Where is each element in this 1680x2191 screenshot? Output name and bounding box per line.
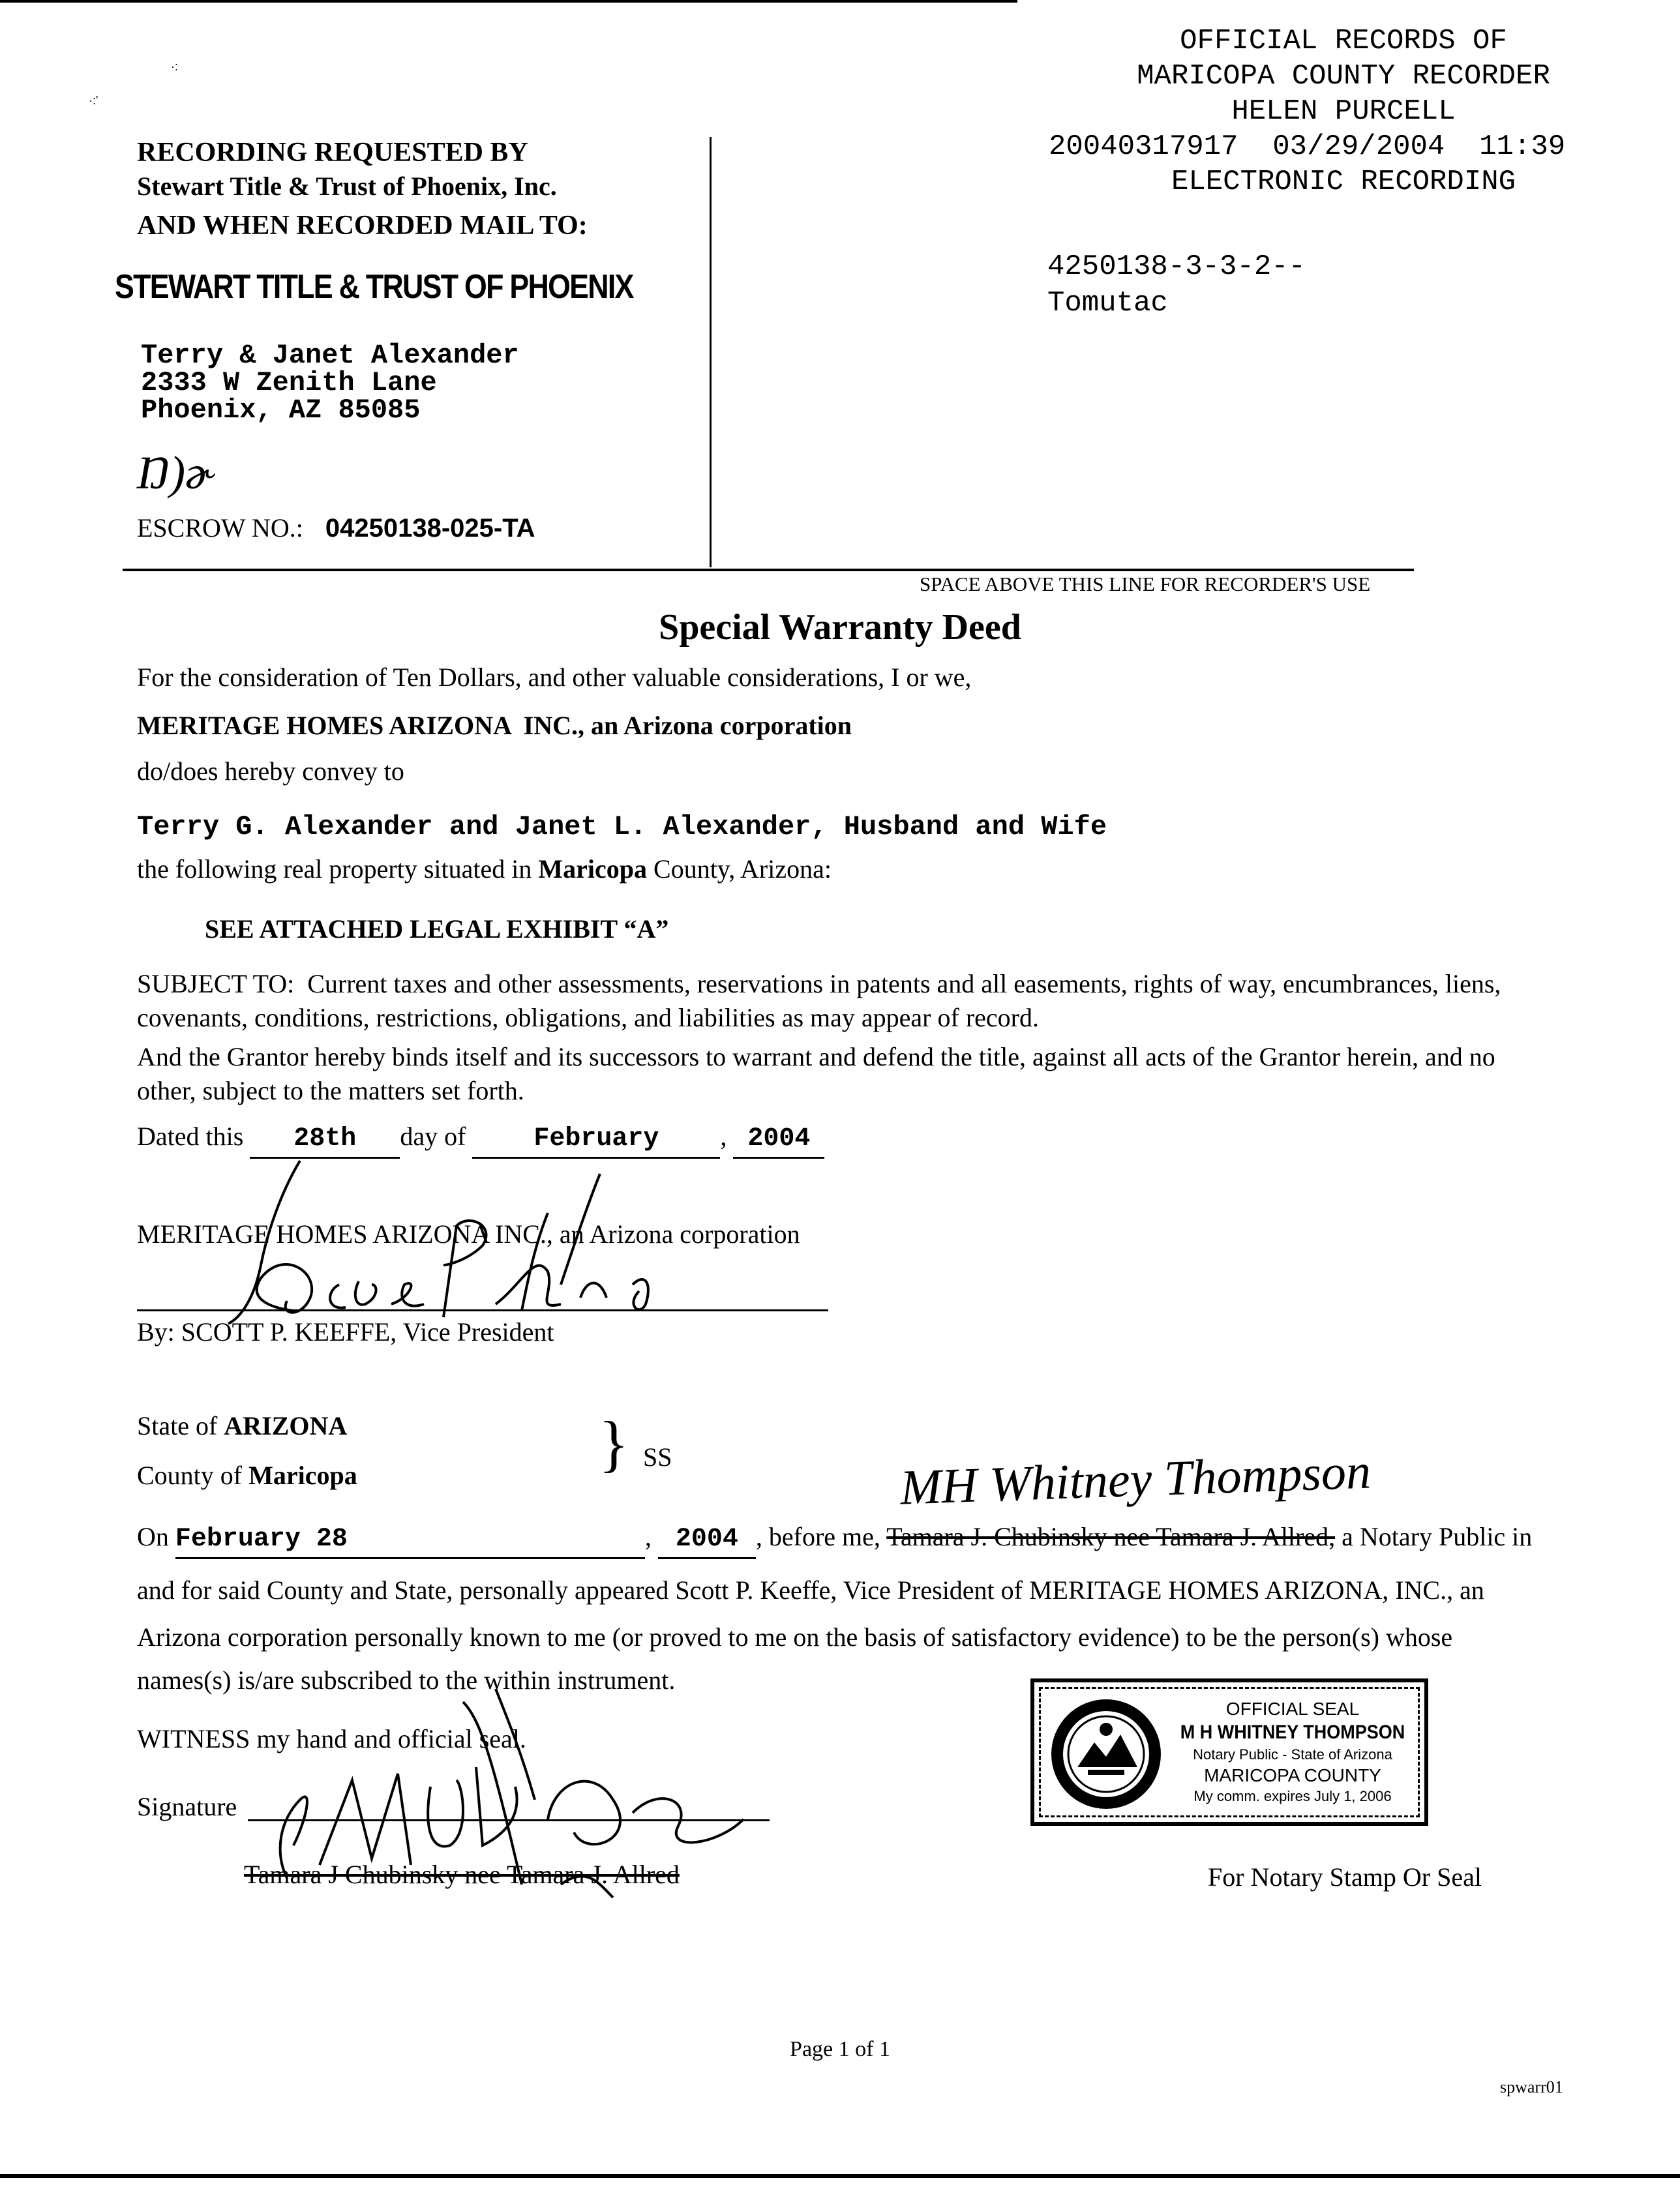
seal-text	[1162, 1698, 1423, 1806]
address-line-1: Terry & Janet Alexander	[141, 340, 519, 371]
dated-line	[137, 1119, 824, 1159]
subject-to-line-1: SUBJECT TO: Current taxes and other assessments, reservations in patents and all easements, rights of way, encumbrances, liens,	[137, 969, 1501, 998]
property-suffix: County, Arizona:	[647, 854, 832, 884]
property-line	[137, 852, 832, 887]
company-stamp: STEWART TITLE & TRUST OF PHOENIX	[115, 268, 633, 306]
stray-mark: ·:'	[89, 94, 98, 107]
bottom-edge-line	[0, 2174, 1680, 2178]
recorder-clerk: Tomutac	[1047, 287, 1168, 320]
property-prefix: the following real property situated in	[137, 854, 539, 884]
notary-para-4: names(s) is/are subscribed to the within instrument.	[137, 1665, 676, 1695]
notary-state-line	[137, 1408, 347, 1444]
ss-label: SS	[643, 1442, 672, 1472]
keeffe-signature	[130, 1154, 691, 1356]
notary-seal	[1030, 1678, 1428, 1826]
consideration-text: For the consideration of Ten Dollars, and other valuable considerations, I or we,	[137, 663, 972, 692]
recorder-date: 03/29/2004	[1272, 130, 1445, 163]
ss-brace: }	[599, 1408, 629, 1478]
recorder-line-2: MARICOPA COUNTY RECORDER	[1137, 60, 1550, 93]
seal-line-5: My comm. expires July 1, 2006	[1193, 1788, 1392, 1804]
notary-on-date: February 28	[175, 1522, 645, 1559]
signature-label: Signature	[137, 1792, 237, 1821]
notary-before-me: , before me,	[755, 1522, 887, 1551]
notary-para-2: and for said County and State, personally appeared Scott P. Keeffe, Vice President of MERITAGE HOMES ARIZONA, INC., an	[137, 1575, 1484, 1605]
dated-year: 2004	[733, 1122, 824, 1159]
dated-day-of: day of	[400, 1122, 466, 1151]
recorder-doc-number: 20040317917	[1049, 130, 1238, 163]
notary-public-in: a Notary Public in	[1335, 1522, 1533, 1551]
recorder-line-5: ELECTRONIC RECORDING	[1171, 166, 1516, 198]
top-edge-line	[0, 0, 1017, 3]
stray-mark: ·:	[171, 60, 178, 73]
dated-label: Dated this	[137, 1122, 244, 1151]
struck-notary-name: Tamara J. Chubinsky nee Tamara J. Allred,	[886, 1522, 1336, 1551]
recording-requested-label: RECORDING REQUESTED BY	[137, 138, 528, 168]
address-line-2: 2333 W Zenith Lane	[141, 367, 437, 398]
binds-line-1: And the Grantor hereby binds itself and its successors to warrant and defend the title, against all acts of the Grantor herein, and no	[137, 1042, 1495, 1071]
convey-text: do/does hereby convey to	[137, 756, 404, 786]
notary-county-line	[137, 1458, 357, 1493]
escrow-row	[137, 513, 535, 543]
seal-line-3: Notary Public - State of Arizona	[1193, 1746, 1392, 1763]
space-above-note: SPACE ABOVE THIS LINE FOR RECORDER'S USE	[920, 573, 1371, 595]
dated-month: February	[472, 1122, 720, 1159]
recorder-space-line	[123, 569, 1414, 571]
escrow-label: ESCROW NO.:	[137, 513, 303, 543]
binds-line-2: other, subject to the matters set forth.	[137, 1076, 524, 1105]
grantor-name: MERITAGE HOMES ARIZONA INC., an Arizona corporation	[137, 711, 852, 740]
seal-line-4: MARICOPA COUNTY	[1204, 1765, 1381, 1785]
notary-on-line	[137, 1519, 1532, 1559]
header-divider-vertical	[710, 137, 712, 567]
notary-county-label: County of	[137, 1461, 249, 1490]
dated-comma: ,	[720, 1122, 727, 1151]
arizona-seal-icon	[1049, 1697, 1163, 1811]
recorder-line-4	[1017, 129, 1670, 164]
address-line-3: Phoenix, AZ 85085	[141, 395, 421, 426]
handwritten-notary-name: MH Whitney Thompson	[899, 1444, 1372, 1515]
notary-para-3: Arizona corporation personally known to me (or proved to me on the basis of satisfactory evidence) to be the person(s) whose	[137, 1622, 1453, 1652]
recorder-line-3: HELEN PURCELL	[1231, 95, 1456, 128]
recorder-line-1: OFFICIAL RECORDS OF	[1180, 25, 1507, 57]
notary-on-comma: ,	[644, 1522, 652, 1551]
dated-day: 28th	[250, 1122, 400, 1159]
notary-state: ARIZONA	[224, 1411, 348, 1440]
seal-line-2: M H WHITNEY THOMPSON	[1180, 1722, 1405, 1743]
notary-on-label: On	[137, 1522, 169, 1551]
struck-signer-name: Tamara J Chubinsky nee Tamara J. Allred	[244, 1860, 680, 1889]
recorder-code: 4250138-3-3-2--	[1047, 250, 1306, 283]
notary-signature	[248, 1669, 770, 1904]
grantee-name: Terry G. Alexander and Janet L. Alexander, Husband and Wife	[137, 811, 1107, 842]
mail-address	[141, 342, 519, 424]
seal-line-1: OFFICIAL SEAL	[1225, 1699, 1360, 1719]
page-number: Page 1 of 1	[790, 2037, 890, 2061]
recorder-block	[1017, 23, 1670, 200]
subject-to-line-2: covenants, conditions, restrictions, obligations, and liabilities as may appear of record.	[137, 1003, 1039, 1032]
mail-to-label: AND WHEN RECORDED MAIL TO:	[137, 211, 588, 241]
signer-by-line: By: SCOTT P. KEEFFE, Vice President	[137, 1317, 554, 1347]
notary-state-label: State of	[137, 1411, 224, 1440]
exhibit-reference: SEE ATTACHED LEGAL EXHIBIT “A”	[205, 914, 669, 944]
handwritten-initials: Ŋ)ɚ	[137, 447, 213, 499]
witness-line: WITNESS my hand and official seal.	[137, 1724, 526, 1753]
stamp-caption: For Notary Stamp Or Seal	[1208, 1862, 1482, 1892]
company-signature-line: MERITAGE HOMES ARIZONA INC., an Arizona corporation	[137, 1219, 800, 1249]
deed-title: Special Warranty Deed	[659, 607, 1021, 648]
escrow-number: 04250138-025-TA	[325, 514, 535, 543]
notary-county: Maricopa	[248, 1461, 357, 1490]
requester-name: Stewart Title & Trust of Phoenix, Inc.	[137, 171, 557, 201]
form-code: spwarr01	[1500, 2078, 1563, 2096]
notary-on-year: 2004	[658, 1522, 756, 1559]
property-county: Maricopa	[538, 854, 648, 884]
recorder-time: 11:39	[1479, 130, 1566, 163]
